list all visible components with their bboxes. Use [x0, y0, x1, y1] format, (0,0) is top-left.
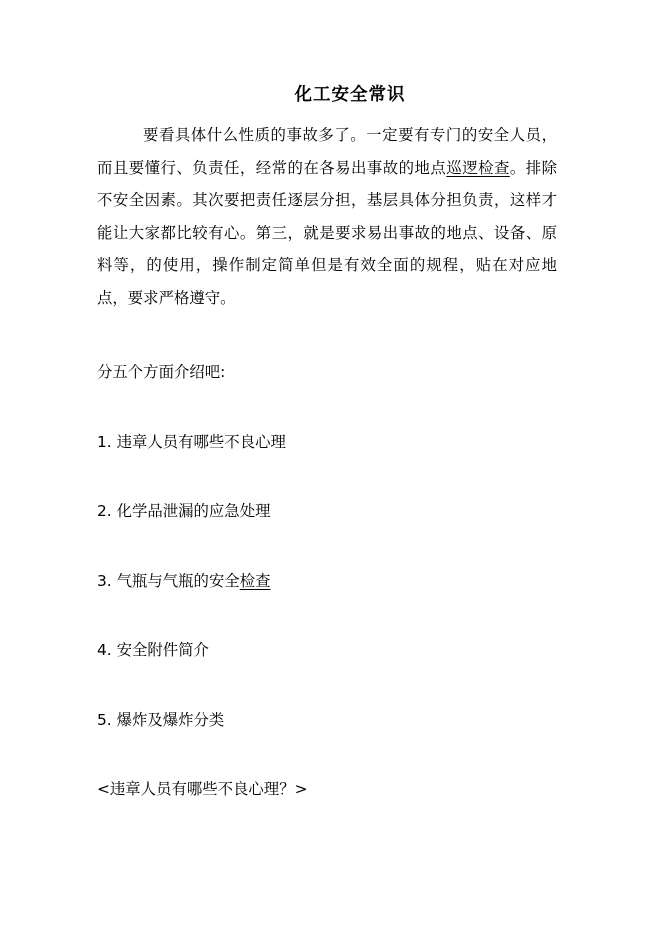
list-item-3-text: 3. 气瓶与气瓶的安全 [97, 571, 240, 590]
paragraph-text-end: 。排除不安全因素。其次要把责任逐层分担，基层具体分担负责，这样才能让大家都比较有心。第三，就是要求易出事故的地点、设备、原料等，的使用，操作制定简单但是有效全面的规程，贴在对应地点，要求严格遵守。 [97, 158, 557, 307]
paragraph-text-start: 要看具体什么性质的事故多了。一定要有专门的安全人员，而且要懂行、负责任，经常的在各易出事故的地点 [97, 126, 557, 177]
underlined-inspection-text: 检查 [239, 571, 271, 590]
document-title: 化工安全常识 [294, 85, 406, 105]
list-item-2: 2. 化学品泄漏的应急处理 [97, 502, 271, 520]
list-item-1: 1. 违章人员有哪些不良心理 [97, 432, 286, 451]
list-intro-line: 分五个方面介绍吧: [97, 363, 226, 381]
underlined-patrol-inspection-text: 巡逻检查 [446, 158, 510, 177]
list-item-5: 5. 爆炸及爆炸分类 [97, 710, 225, 729]
intro-paragraph [97, 119, 557, 314]
list-item-3 [97, 565, 557, 598]
list-item-4: 4. 安全附件简介 [97, 641, 209, 659]
section-heading: <违章人员有哪些不良心理？> [97, 780, 308, 798]
